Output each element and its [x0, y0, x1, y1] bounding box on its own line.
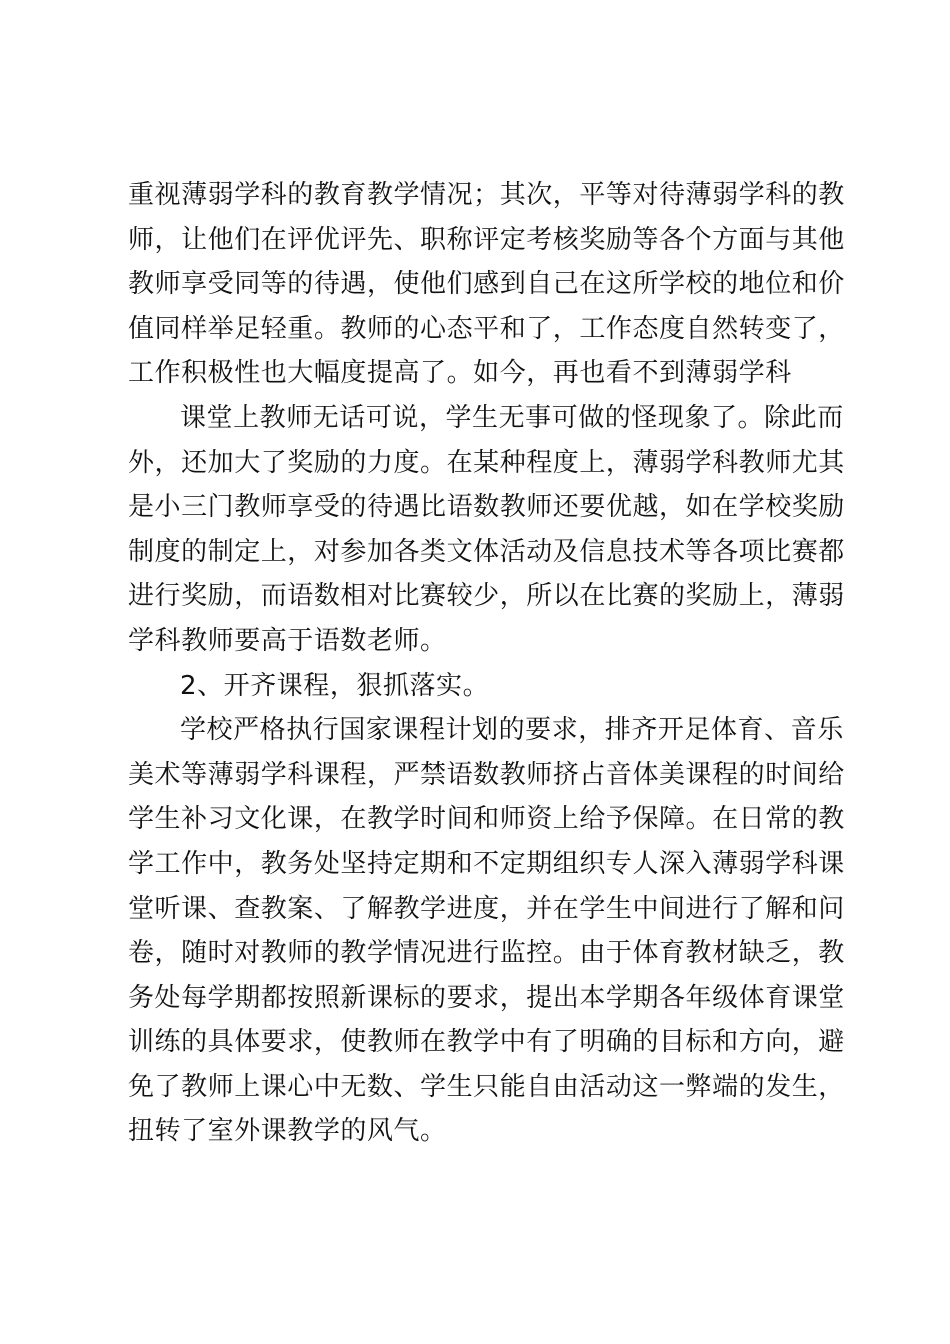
text-line: 学工作中，教务处坚持定期和不定期组织专人深入薄弱学科课	[128, 848, 845, 879]
text-line: 师，让他们在评优评先、职称评定考核奖励等各个方面与其他	[128, 224, 845, 255]
text-line: 务处每学期都按照新课标的要求，提出本学期各年级体育课堂	[128, 982, 845, 1013]
text-line: 外，还加大了奖励的力度。在某种程度上，薄弱学科教师尤其	[128, 447, 845, 478]
paragraph-first-line: 课堂上教师无话可说，学生无事可做的怪现象了。除此而	[180, 402, 844, 433]
text-line: 制度的制定上，对参加各类文体活动及信息技术等各项比赛都	[128, 536, 845, 567]
text-line: 堂听课、查教案、了解教学进度，并在学生中间进行了解和问	[128, 893, 845, 924]
text-line: 学科教师要高于语数老师。	[128, 625, 447, 656]
text-line: 扭转了室外课教学的风气。	[128, 1116, 447, 1147]
paragraph-first-line: 学校严格执行国家课程计划的要求，排齐开足体育、音乐	[180, 715, 844, 746]
text-line: 教师享受同等的待遇，使他们感到自己在这所学校的地位和价	[128, 269, 845, 300]
text-line: 值同样举足轻重。教师的心态平和了，工作态度自然转变了，	[128, 313, 845, 344]
text-line: 工作积极性也大幅度提高了。如今，再也看不到薄弱学科	[128, 358, 792, 389]
text-line: 免了教师上课心中无数、学生只能自由活动这一弊端的发生，	[128, 1071, 845, 1102]
text-line: 训练的具体要求，使教师在教学中有了明确的目标和方向，避	[128, 1027, 845, 1058]
text-line: 是小三门教师享受的待遇比语数教师还要优越，如在学校奖励	[128, 492, 845, 523]
text-line: 重视薄弱学科的教育教学情况；其次，平等对待薄弱学科的教	[128, 180, 845, 210]
text-line: 美术等薄弱学科课程，严禁语数教师挤占音体美课程的时间给	[128, 759, 845, 790]
document-body	[128, 173, 845, 1154]
section-heading: 2、开齐课程，狠抓落实。	[180, 670, 490, 701]
text-line: 卷，随时对教师的教学情况进行监控。由于体育教材缺乏，教	[128, 938, 845, 969]
text-line: 进行奖励，而语数相对比赛较少，所以在比赛的奖励上，薄弱	[128, 581, 845, 612]
text-line: 学生补习文化课，在教学时间和师资上给予保障。在日常的教	[128, 804, 845, 835]
